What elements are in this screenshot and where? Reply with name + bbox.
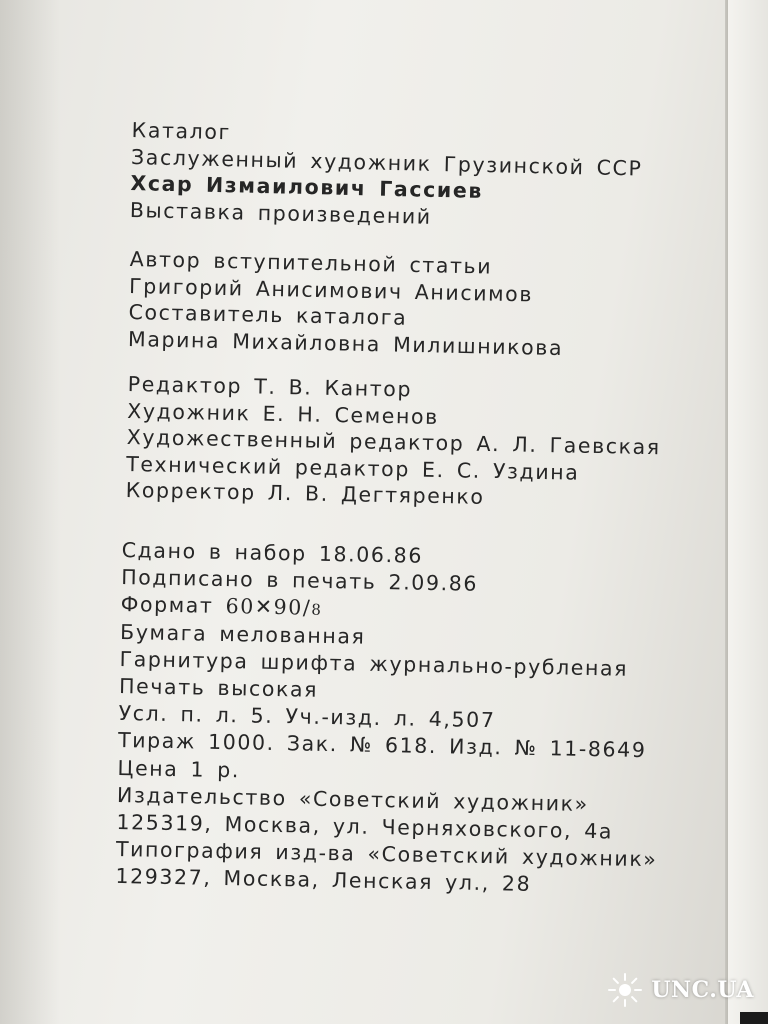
editor-line: Редактор Т. В. Кантор — [127, 371, 413, 402]
exhibition-label: Выставка произведений — [129, 197, 432, 229]
page-shadow — [0, 0, 60, 1024]
publisher-line: Издательство «Советский художник» — [116, 782, 590, 816]
book-corner — [740, 1012, 768, 1024]
site-watermark — [607, 972, 754, 1008]
print-info-block — [115, 537, 663, 901]
circulation-line: Тираж 1000. Зак. № 618. Изд. № 11-8649 — [117, 728, 647, 763]
watermark-text: UNC.UA — [651, 977, 754, 1003]
publisher-address: 125319, Москва, ул. Черняховского, 4а — [116, 809, 614, 844]
format-value: 60✕90/ — [225, 594, 312, 621]
format-fraction: 8 — [311, 601, 323, 620]
price-line: Цена 1 р. — [117, 755, 241, 782]
tech-editor-line: Технический редактор Е. С. Уздина — [125, 451, 580, 485]
artist-name: Хсар Измаилович Гассиев — [130, 170, 484, 203]
catalog-label: Каталог — [131, 117, 232, 145]
intro-author-label: Автор вступительной статьи — [129, 246, 493, 279]
format-label: Формат — [120, 592, 214, 619]
sun-rays-icon — [607, 972, 643, 1008]
signed-to-print-date: Подписано в печать 2.09.86 — [120, 565, 479, 597]
typeface-line: Гарнитура шрифта журнально-рубленая — [119, 646, 629, 681]
artist-line: Художник Е. Н. Семенов — [127, 398, 440, 429]
page-fold-line — [725, 0, 728, 1024]
art-editor-line: Художественный редактор А. Л. Гаевская — [126, 424, 661, 460]
proofreader-line: Корректор Л. В. Дегтяренко — [125, 477, 485, 509]
authors-block — [128, 246, 565, 361]
printing-line: Печать высокая — [118, 673, 319, 702]
next-page-edge — [728, 0, 768, 1024]
typeset-date: Сдано в набор 18.06.86 — [121, 537, 424, 568]
printing-house-address: 129327, Москва, Ленская ул., 28 — [115, 864, 532, 897]
title-block — [130, 117, 644, 235]
sheets-line: Усл. п. л. 5. Уч.-изд. л. 4,507 — [118, 701, 496, 733]
intro-author-name: Григорий Анисимович Анисимов — [128, 273, 534, 306]
compiler-label: Составитель каталога — [128, 299, 408, 330]
printing-house-line: Типография изд-ва «Советский художник» — [115, 837, 658, 872]
artist-honor-title: Заслуженный художник Грузинской ССР — [130, 144, 643, 181]
compiler-name: Марина Михайловна Милишникова — [127, 326, 564, 360]
paper-line: Бумага мелованная — [119, 619, 366, 649]
staff-block — [125, 371, 662, 514]
